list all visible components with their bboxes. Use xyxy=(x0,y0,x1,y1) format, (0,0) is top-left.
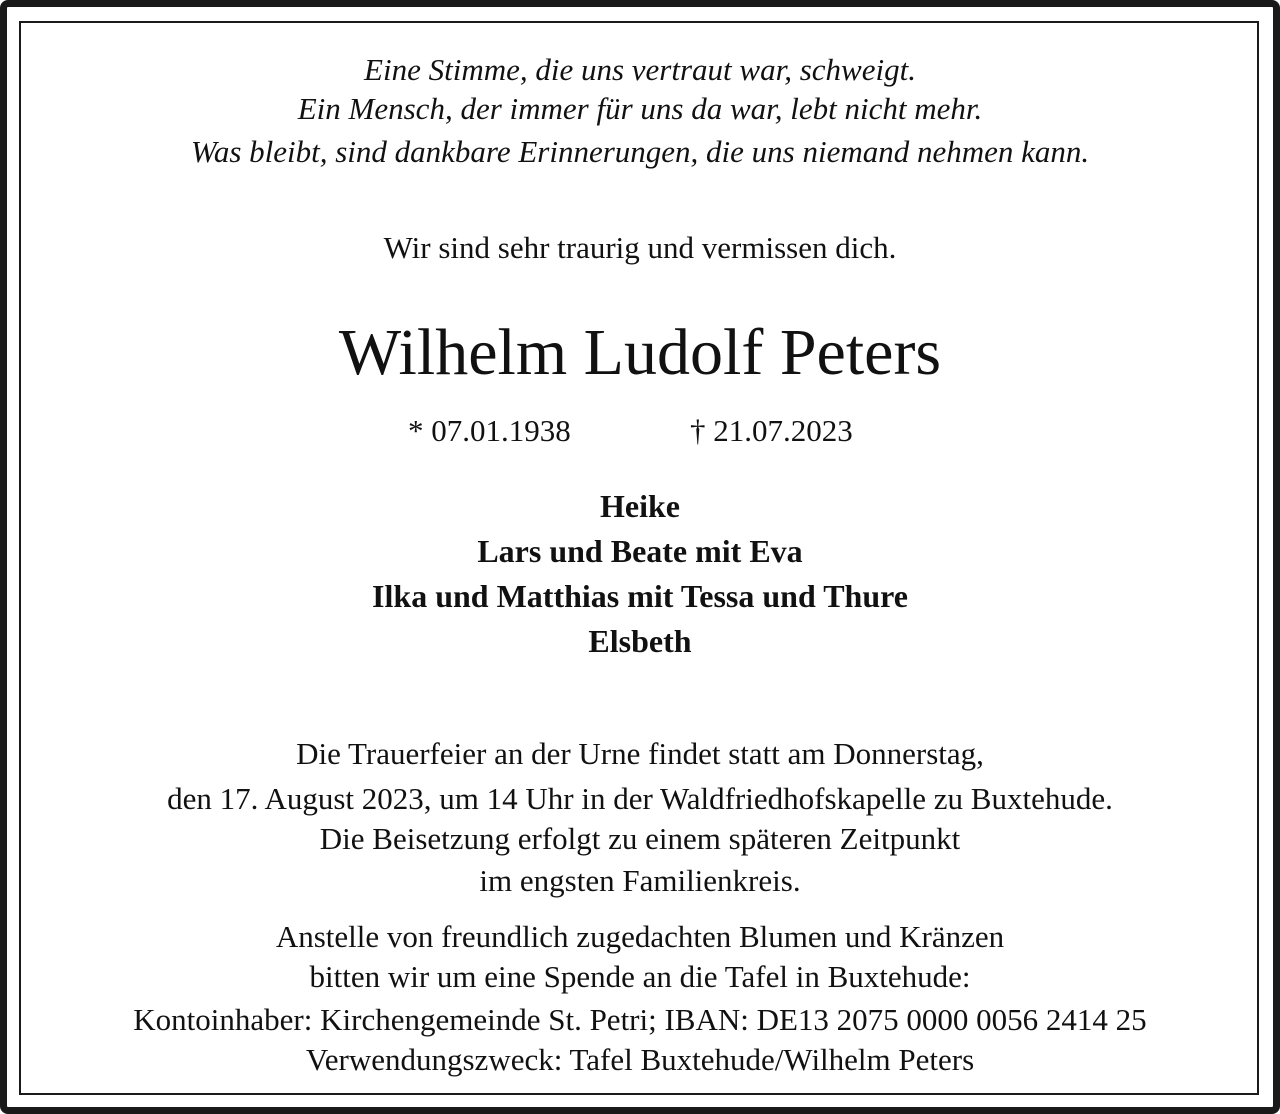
donation-line: Verwendungszweck: Tafel Buxtehude/Wilhelm Peters xyxy=(305,1042,975,1077)
family-member-line: Lars und Beate mit Eva xyxy=(477,533,803,569)
family-member-line: Ilka und Matthias mit Tessa und Thure xyxy=(372,578,908,614)
donation-line: Kontoinhaber: Kirchengemeinde St. Petri; IBAN: DE13 2075 0000 0056 2414 25 xyxy=(133,1002,1147,1037)
ceremony-line: Die Trauerfeier an der Urne findet statt am Donnerstag, xyxy=(296,736,984,771)
grief-statement: Wir sind sehr traurig und vermissen dich. xyxy=(383,230,897,265)
ceremony-line: Die Beisetzung erfolgt zu einem späteren Zeitpunkt xyxy=(319,821,961,856)
family-member-line: Heike xyxy=(600,488,680,524)
family-member-line: Elsbeth xyxy=(588,623,692,659)
ceremony-line: den 17. August 2023, um 14 Uhr in der Waldfriedhofskapelle zu Buxtehude. xyxy=(167,781,1113,816)
death-date: † 21.07.2023 xyxy=(690,413,853,448)
poem-line: Ein Mensch, der immer für uns da war, lebt nicht mehr. xyxy=(297,91,983,126)
deceased-name: Wilhelm Ludolf Peters xyxy=(338,316,942,389)
poem-line: Was bleibt, sind dankbare Erinnerungen, die uns niemand nehmen kann. xyxy=(190,134,1090,169)
ceremony-line: im engsten Familienkreis. xyxy=(479,863,801,898)
birth-date: * 07.01.1938 xyxy=(408,413,571,448)
donation-line: Anstelle von freundlich zugedachten Blumen und Kränzen xyxy=(275,919,1005,954)
poem-line: Eine Stimme, die uns vertraut war, schweigt. xyxy=(364,52,916,87)
donation-line: bitten wir um eine Spende an die Tafel in Buxtehude: xyxy=(309,959,971,994)
